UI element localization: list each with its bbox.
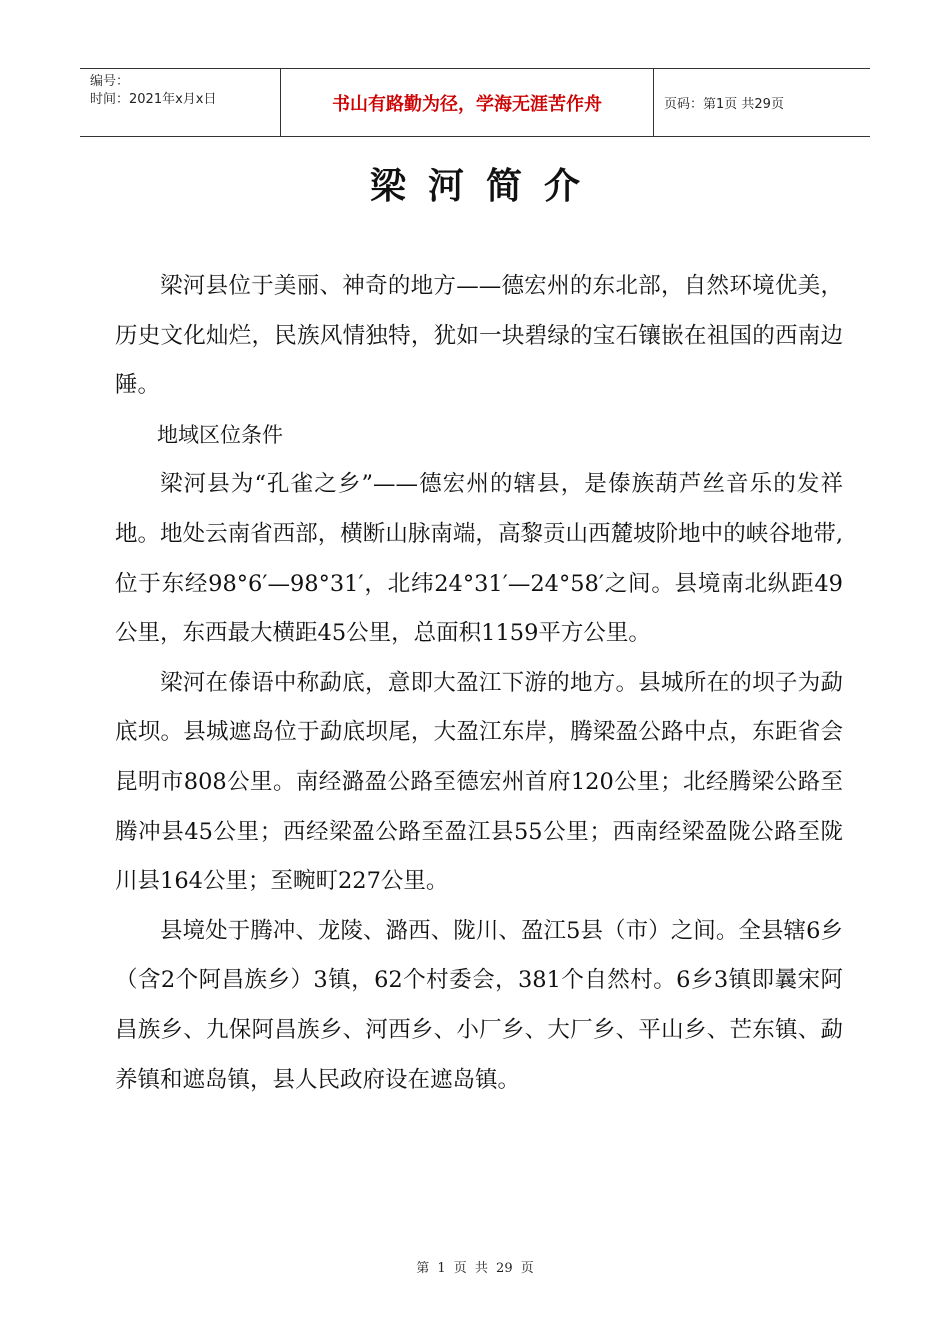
page-footer: 第 1 页 共 29 页 <box>416 1261 534 1276</box>
page-header <box>80 68 870 137</box>
document-number-label: 编号： <box>90 74 130 89</box>
document-date: 时间：2021年x月x日 <box>90 92 217 107</box>
paragraph-transport: 梁河在傣语中称勐底，意即大盈江下游的地方。县城所在的坝子为勐底坝。县城遮岛位于勐底坝尾，大盈江东岸，腾梁盈公路中点，东距省会昆明市808公里。南经潞盈公路至德宏州首府120公里；北经腾梁公路至腾冲县45公里；西经梁盈公路至盈江县55公里；西南经梁盈陇公路至陇川县164公里；至畹町227公里。 <box>115 669 843 895</box>
document-body <box>115 262 843 1105</box>
paragraph-administration: 县境处于腾冲、龙陵、潞西、陇川、盈江5县（市）之间。全县辖6乡（含2个阿昌族乡）3镇，62个村委会，381个自然村。6乡3镇即曩宋阿昌族乡、九保阿昌族乡、河西乡、小厂乡、大厂乡、平山乡、芒东镇、勐养镇和遮岛镇，县人民政府设在遮岛镇。 <box>115 917 843 1093</box>
paragraph-location: 梁河县为“孔雀之乡”——德宏州的辖县，是傣族葫芦丝音乐的发祥地。地处云南省西部，横断山脉南端，高黎贡山西麓坡阶地中的峡谷地带,位于东经98°6′—98°31′，北纬24°31′—24°58′之间。县境南北纵距49公里，东西最大横距45公里，总面积1159平方公里。 <box>115 471 843 647</box>
header-meta <box>80 69 281 136</box>
paragraph-intro: 梁河县位于美丽、神奇的地方——德宏州的东北部，自然环境优美，历史文化灿烂，民族风情独特，犹如一块碧绿的宝石镶嵌在祖国的西南边陲。 <box>115 273 843 399</box>
section-heading: 地域区位条件 <box>157 422 283 447</box>
header-motto: 书山有路勤为径，学海无涯苦作舟 <box>281 69 654 136</box>
document-title: 梁河简介 <box>369 166 602 207</box>
header-page-info: 页码：第1页 共29页 <box>664 97 784 112</box>
